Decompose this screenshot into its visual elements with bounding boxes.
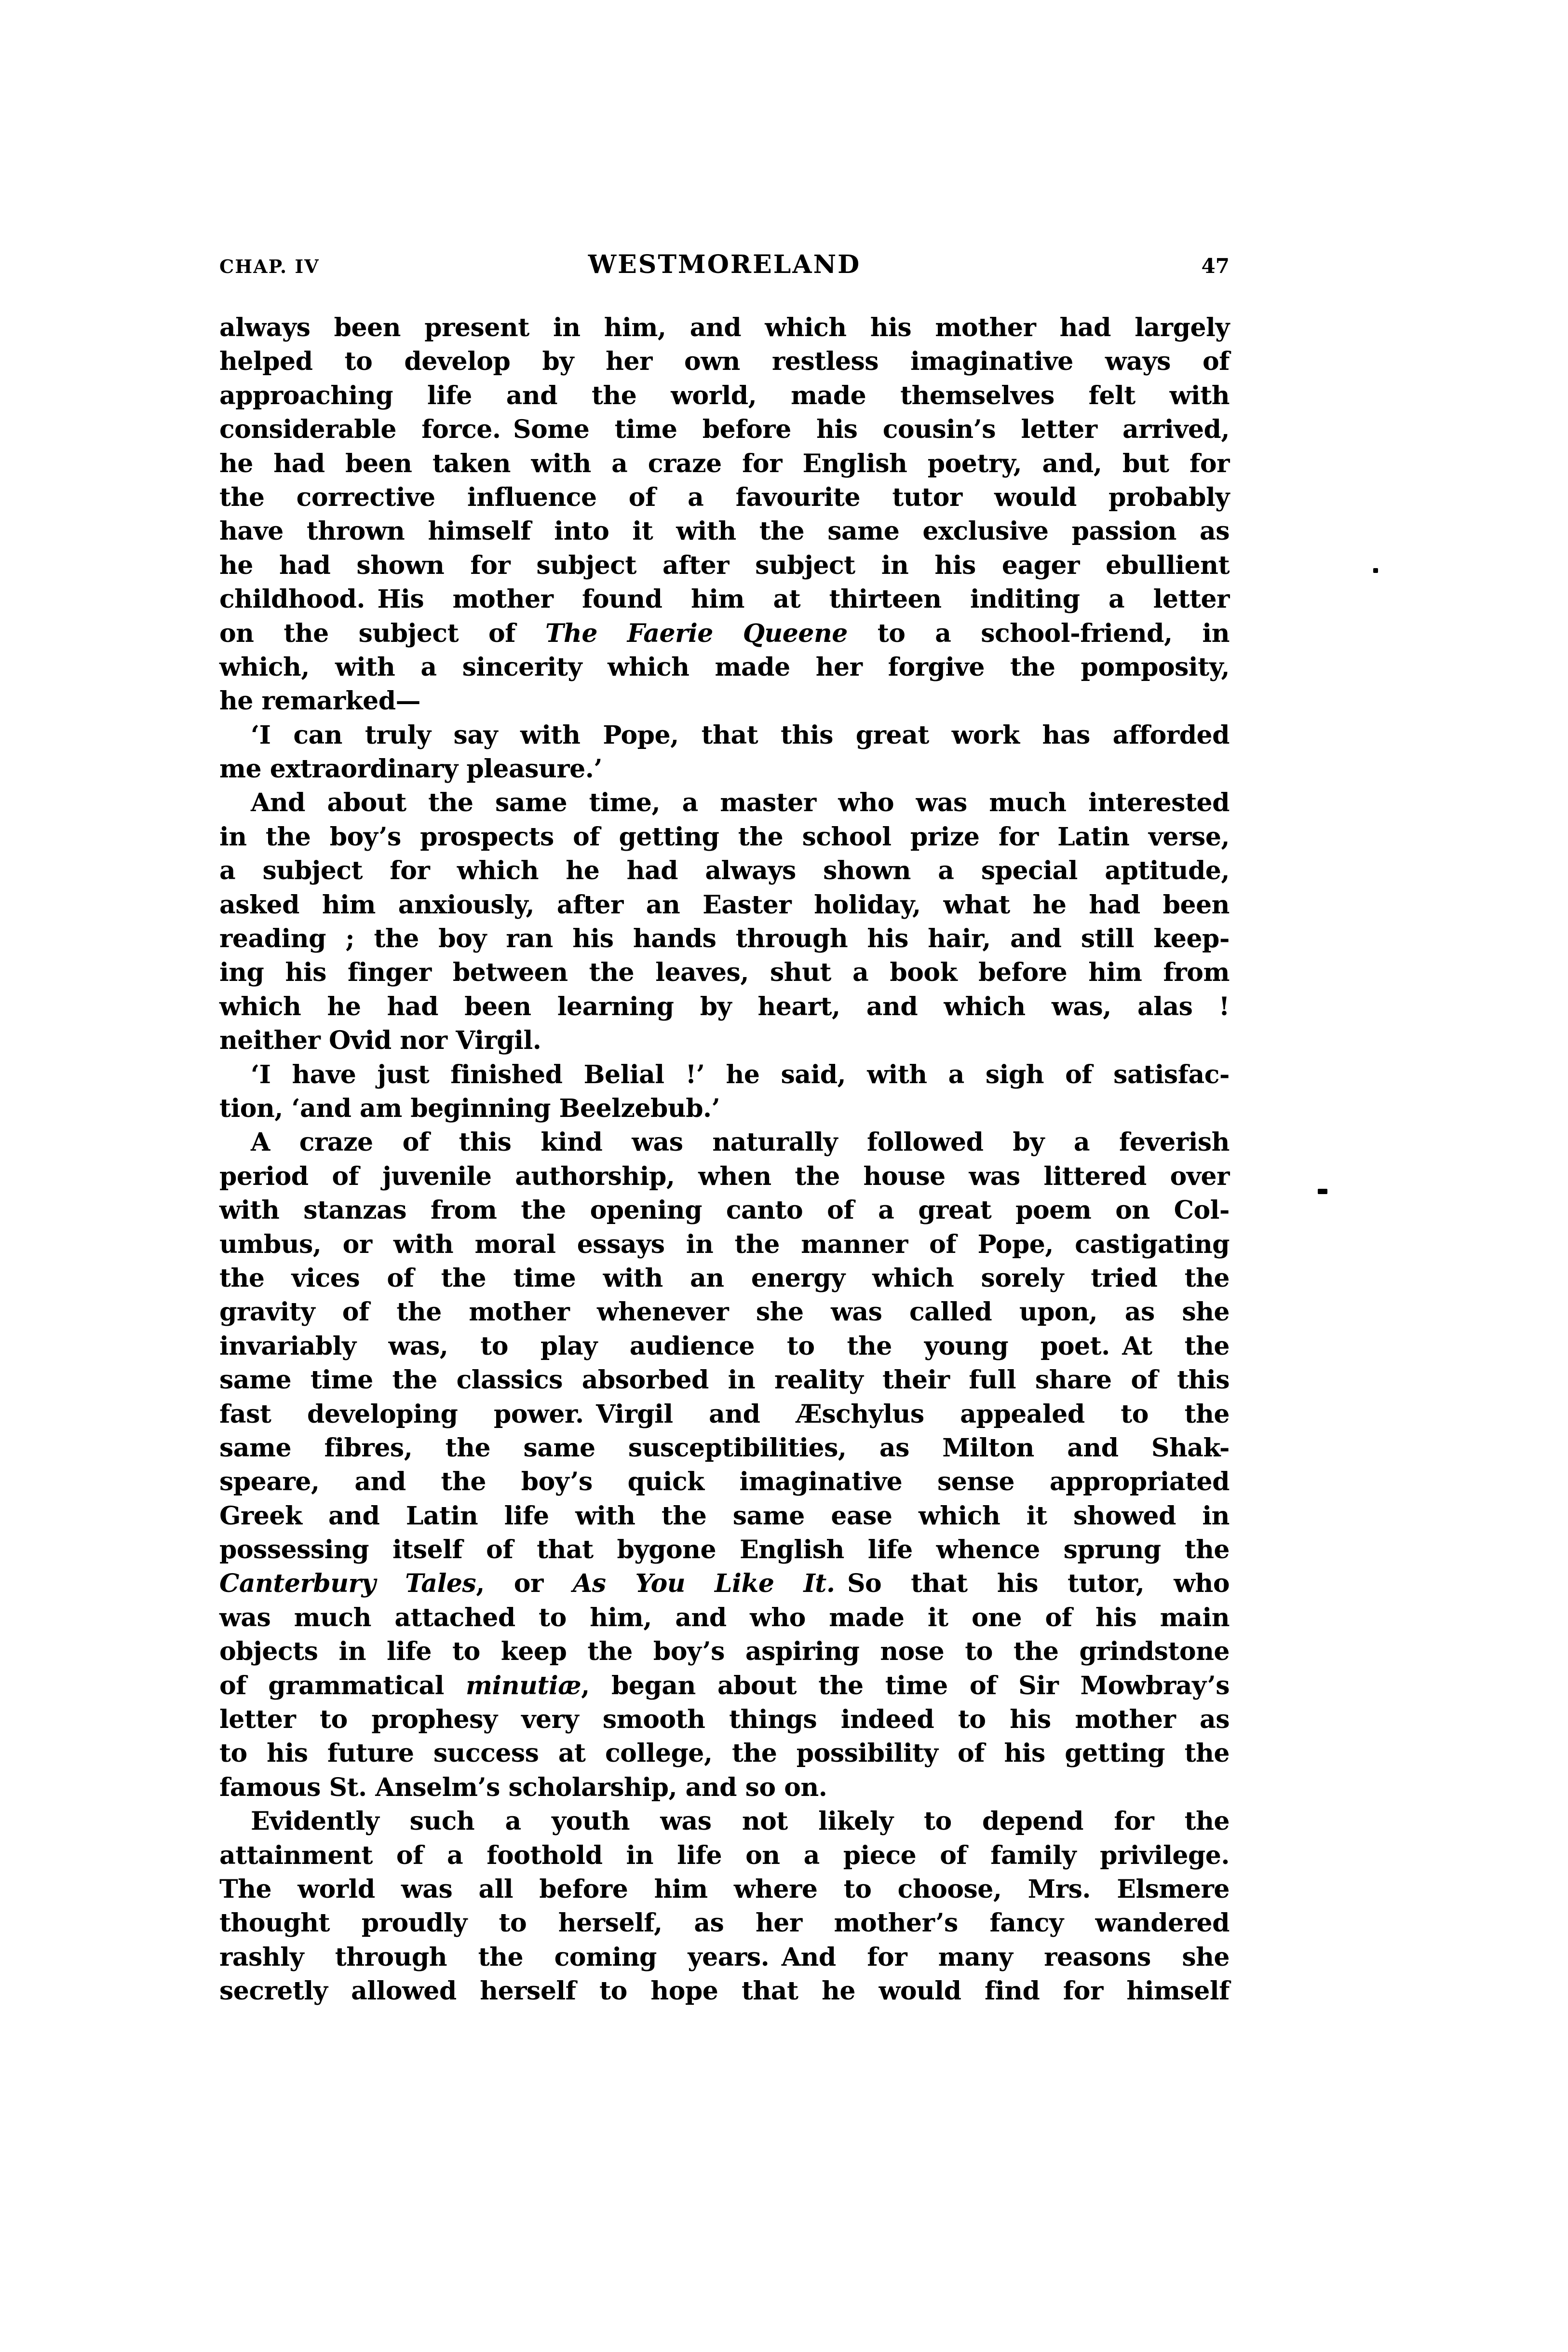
text-line: on the subject of The Faerie Queene to a school-friend, in	[219, 618, 1230, 648]
text-line: same fibres, the same susceptibilities, as Milton and Shak-	[219, 1433, 1230, 1463]
text-line: ‘I can truly say with Pope, that this great work has afforded	[251, 720, 1230, 750]
text-line: The world was all before him where to choose, Mrs. Elsmere	[219, 1874, 1230, 1904]
text-line: which he had been learning by heart, and which was, alas !	[219, 992, 1230, 1021]
text-line: a subject for which he had always shown a special aptitude,	[219, 856, 1230, 886]
text-line: period of juvenile authorship, when the house was littered over	[219, 1161, 1230, 1191]
text-line: neither Ovid nor Virgil.	[219, 1026, 541, 1056]
text-line: attainment of a foothold in life on a piece of family privilege.	[219, 1840, 1230, 1870]
text-line: me extraordinary pleasure.’	[219, 754, 602, 784]
text-line: invariably was, to play audience to the young poet. At the	[219, 1331, 1230, 1361]
text-line: of grammatical minutiæ, began about the time of Sir Mowbray’s	[219, 1671, 1230, 1700]
ink-speck	[1373, 568, 1378, 573]
text-line: he had shown for subject after subject in his eager ebullient	[219, 550, 1230, 580]
text-line: have thrown himself into it with the same exclusive passion as	[219, 517, 1230, 546]
text-line: speare, and the boy’s quick imaginative sense appropriated	[219, 1467, 1230, 1497]
text-line: which, with a sincerity which made her forgive the pomposity,	[219, 652, 1230, 682]
ink-speck	[1318, 1189, 1327, 1194]
text-line: the corrective influence of a favourite tutor would probably	[219, 482, 1230, 512]
text-line: he remarked—	[219, 686, 421, 716]
text-line: he had been taken with a craze for English poetry, and, but for	[219, 449, 1230, 478]
text-line: was much attached to him, and who made it one of his main	[219, 1603, 1230, 1632]
chapter-label: CHAP. IV	[219, 256, 320, 277]
page-number: 47	[1201, 254, 1230, 278]
text-line: approaching life and the world, made themselves felt with	[219, 381, 1230, 410]
text-line: famous St. Anselm’s scholarship, and so on.	[219, 1772, 827, 1802]
text-line: childhood. His mother found him at thirteen inditing a letter	[219, 585, 1230, 614]
running-header	[219, 250, 1230, 279]
text-line: the vices of the time with an energy which sorely tried the	[219, 1263, 1230, 1293]
text-line: always been present in him, and which his mother had largely	[219, 313, 1230, 342]
text-line: helped to develop by her own restless imaginative ways of	[219, 347, 1230, 377]
text-line: letter to prophesy very smooth things indeed to his mother as	[219, 1705, 1230, 1735]
text-line: with stanzas from the opening canto of a great poem on Col-	[219, 1196, 1230, 1225]
text-line: tion, ‘and am beginning Beelzebub.’	[219, 1093, 720, 1123]
text-line: same time the classics absorbed in reality their full share of this	[219, 1365, 1230, 1395]
text-line: Greek and Latin life with the same ease which it showed in	[219, 1501, 1230, 1531]
text-line: And about the same time, a master who was much interested	[251, 788, 1230, 818]
text-line: to his future success at college, the possibility of his getting the	[219, 1739, 1230, 1768]
running-title: WESTMORELAND	[588, 250, 861, 279]
text-line: secretly allowed herself to hope that he would find for himself	[219, 1976, 1230, 2006]
text-line: possessing itself of that bygone English life whence sprung the	[219, 1535, 1230, 1565]
text-line: Canterbury Tales, or As You Like It. So that his tutor, who	[219, 1569, 1230, 1599]
text-line: gravity of the mother whenever she was called upon, as she	[219, 1297, 1230, 1327]
text-line: objects in life to keep the boy’s aspiring nose to the grindstone	[219, 1637, 1230, 1667]
text-line: reading ; the boy ran his hands through his hair, and still keep-	[219, 924, 1230, 954]
text-line: ing his finger between the leaves, shut a book before him from	[219, 958, 1230, 988]
text-line: asked him anxiously, after an Easter holiday, what he had been	[219, 890, 1230, 920]
text-line: umbus, or with moral essays in the manner of Pope, castigating	[219, 1229, 1230, 1259]
text-line: ‘I have just finished Belial !’ he said, with a sigh of satisfac-	[251, 1060, 1230, 1089]
text-line: rashly through the coming years. And for many reasons she	[219, 1942, 1230, 1972]
text-line: A craze of this kind was naturally followed by a feverish	[251, 1128, 1230, 1157]
text-line: fast developing power. Virgil and Æschylus appealed to the	[219, 1399, 1230, 1429]
text-line: in the boy’s prospects of getting the school prize for Latin verse,	[219, 822, 1230, 852]
body-text	[219, 311, 1230, 2009]
text-line: considerable force. Some time before his cousin’s letter arrived,	[219, 415, 1230, 445]
text-line: thought proudly to herself, as her mother’s fancy wandered	[219, 1908, 1230, 1938]
text-line: Evidently such a youth was not likely to depend for the	[251, 1807, 1230, 1836]
